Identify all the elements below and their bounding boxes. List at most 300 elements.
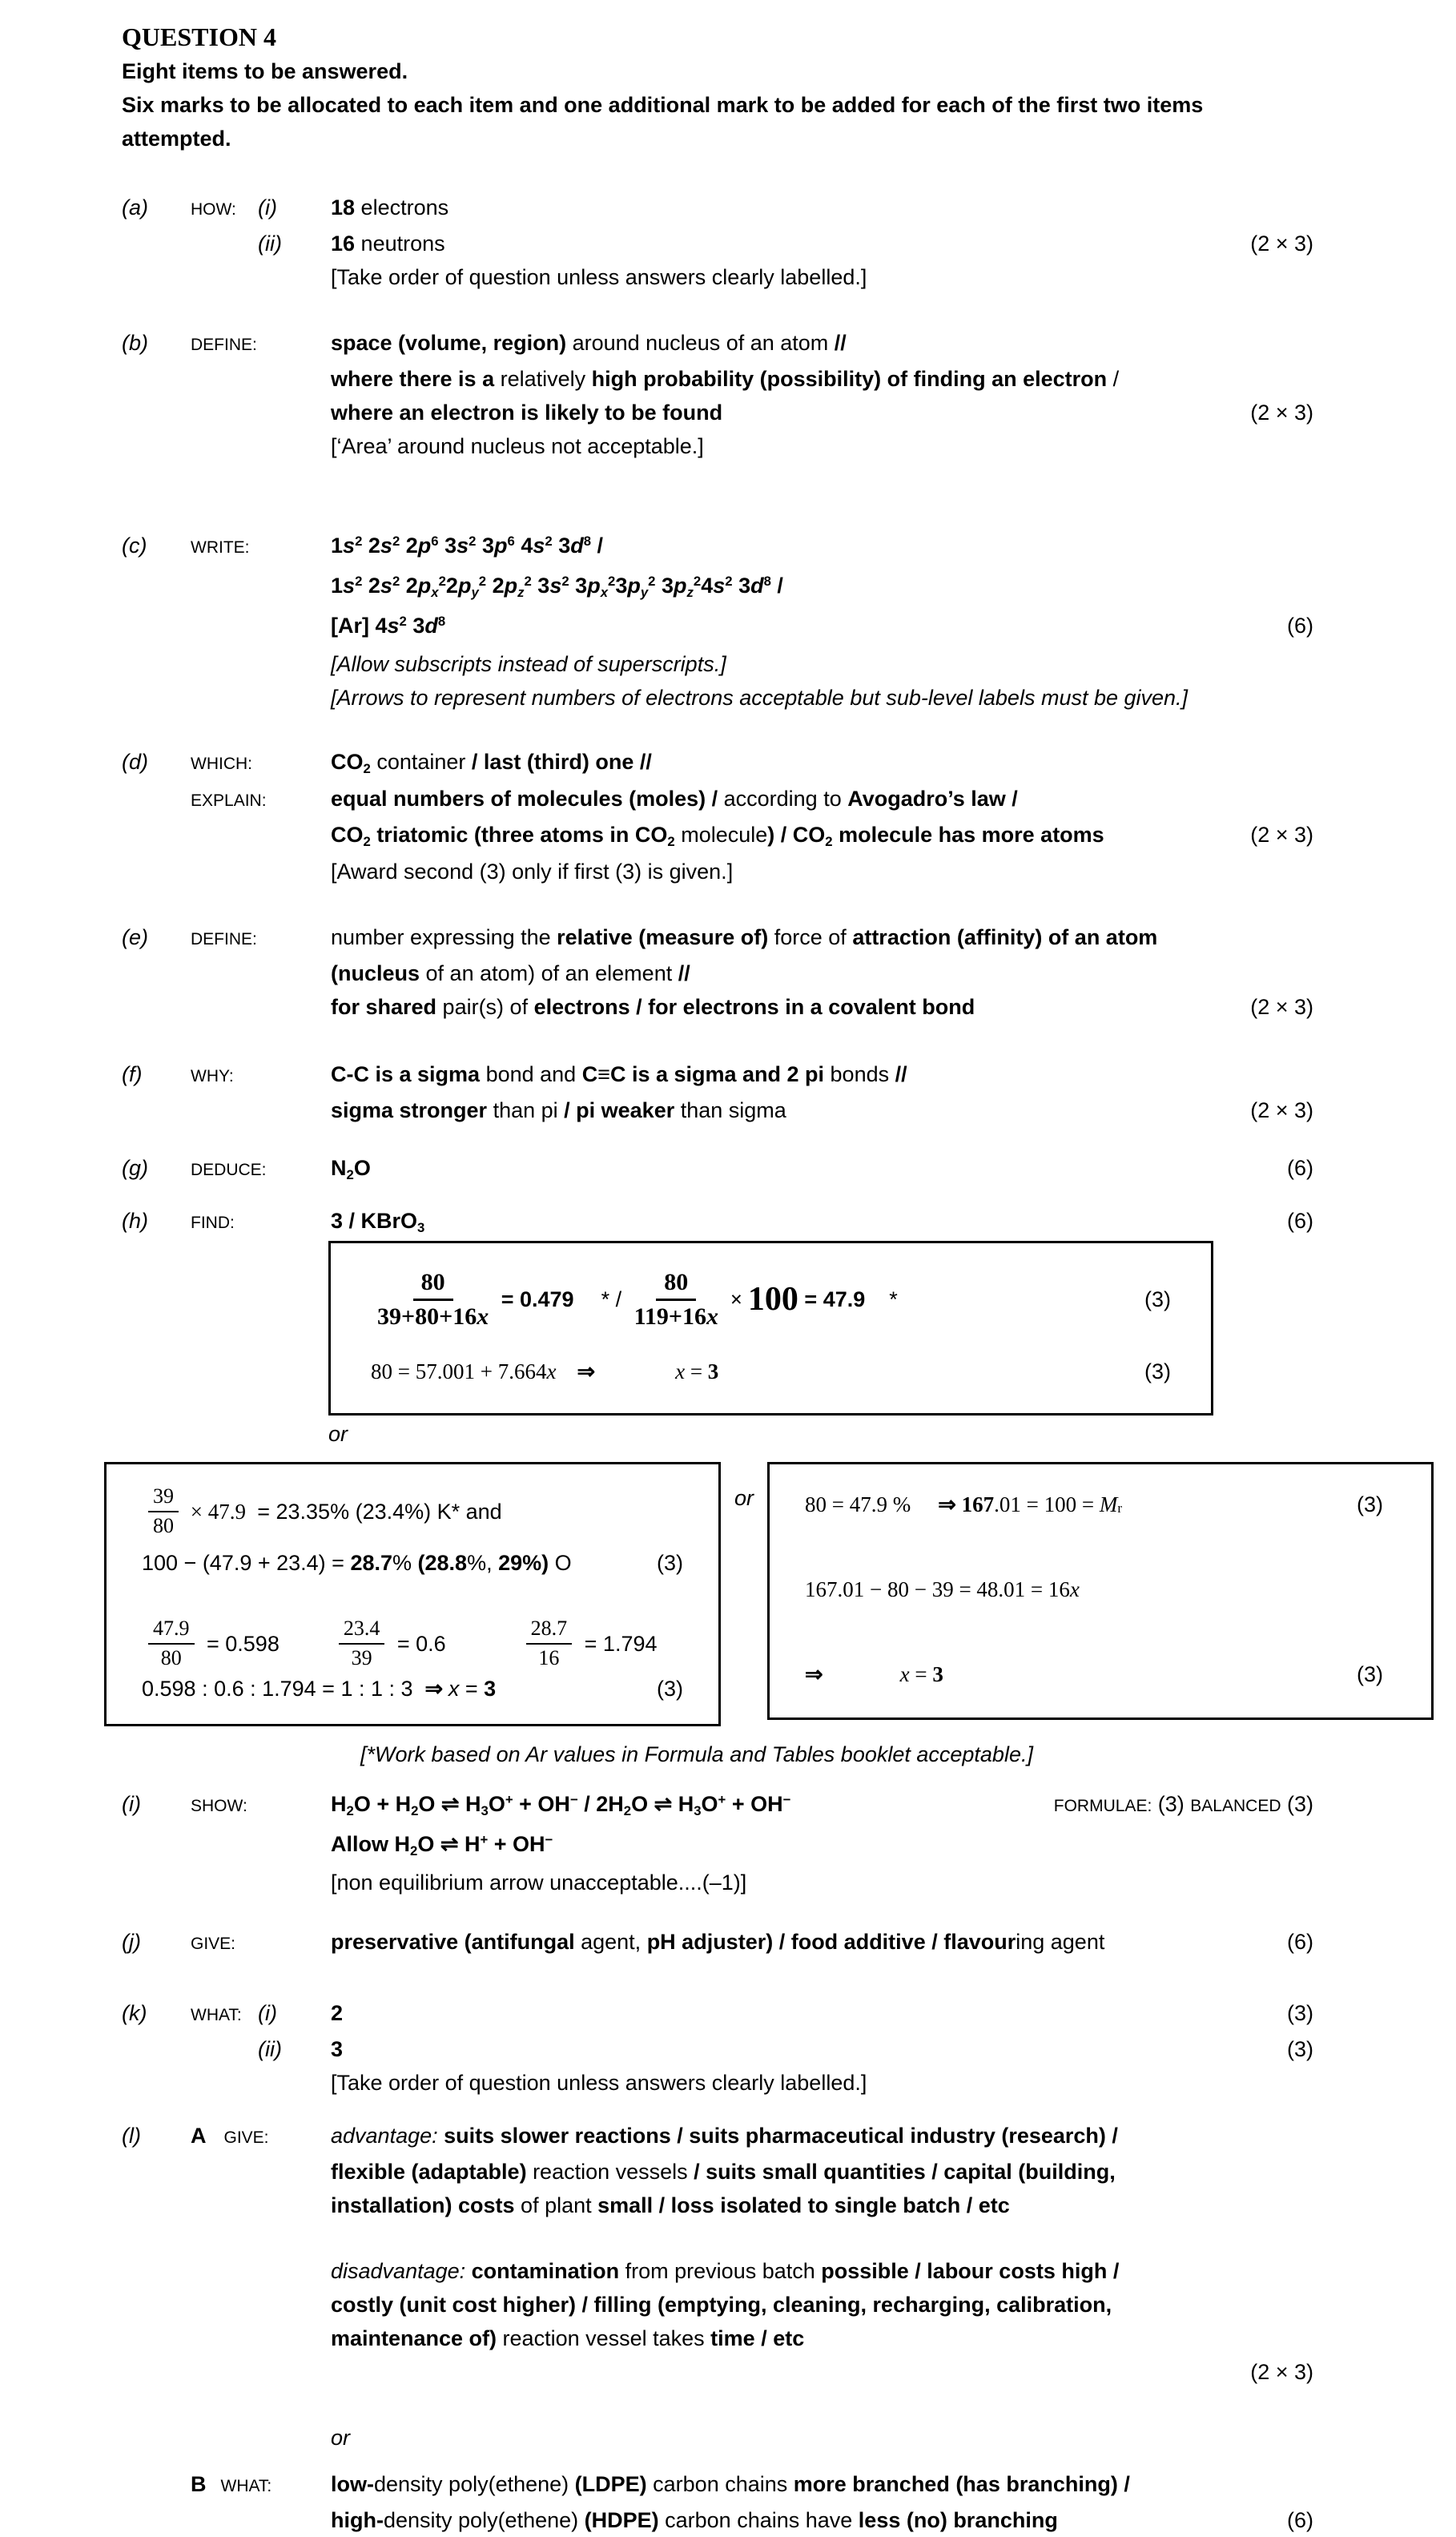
content-line: [331, 607, 1279, 647]
text-run: O: [353, 1156, 371, 1180]
text-run: r: [1117, 1500, 1122, 1516]
text-run: (28.8: [417, 1551, 468, 1575]
text-run: where there is a: [331, 367, 501, 391]
text-run: 2: [355, 573, 363, 589]
text-run: more branched (has branching) /: [793, 2472, 1130, 2496]
text-run: electrons: [533, 995, 637, 1019]
text-run: 28.7: [350, 1551, 393, 1575]
fraction-numerator: [148, 1484, 179, 1512]
text-run: / etc: [761, 2326, 805, 2350]
text-run: (nucleus: [331, 961, 426, 985]
text-run: [Allow subscripts instead of superscripts.]: [331, 652, 726, 676]
text-run: 2: [438, 573, 446, 589]
text-run: 2: [623, 1802, 632, 1818]
content-line: [331, 2322, 1313, 2355]
content-line: [331, 1925, 1279, 1959]
item-label: [191, 2119, 331, 2155]
text-run: 2: [400, 574, 418, 598]
text-run: 2: [608, 573, 616, 589]
text-run: low-: [331, 2472, 374, 2496]
item-letter: (e): [122, 925, 148, 949]
text-run: d: [570, 534, 584, 558]
text-run: ) / CO: [767, 823, 826, 847]
item-row: [0, 362, 1456, 396]
separator-line: [331, 2421, 1456, 2454]
text-run: p: [417, 574, 432, 598]
text-run: 8: [583, 533, 592, 549]
item-numeral: (i): [258, 2001, 277, 2025]
text-run: of plant: [521, 2193, 598, 2217]
text-run: O ⇌ H: [631, 1792, 694, 1816]
text-run: (3): [1152, 1792, 1191, 1816]
text-run: 2: [825, 833, 833, 849]
text-run: p: [457, 574, 472, 598]
text-run: //: [895, 1062, 907, 1086]
content-line: [331, 1996, 1279, 2030]
text-run: 2: [648, 573, 656, 589]
text-run: (LDPE): [574, 2472, 654, 2496]
text-run: 3: [569, 574, 588, 598]
mark: (2 × 3): [1250, 1098, 1313, 1122]
text-run: y: [640, 584, 649, 600]
item-row: [0, 990, 1456, 1024]
text-run: equal numbers of molecules (moles) /: [331, 787, 724, 811]
text-run: 80: [420, 1269, 445, 1295]
mark: (3): [1357, 1492, 1383, 1516]
item-row: [0, 326, 1456, 362]
text-run: EXPLAIN:: [191, 791, 267, 810]
intro-text: [122, 54, 1315, 155]
text-run: 2: [363, 833, 371, 849]
text-run: s: [380, 534, 392, 558]
item-row: [0, 2254, 1456, 2288]
text-run: 16: [331, 232, 356, 256]
text-run: x: [706, 1303, 719, 1330]
mark: (6): [1287, 2508, 1313, 2532]
item-row: [0, 647, 1456, 681]
text-run: 23.4: [343, 1617, 380, 1640]
text-run: 3: [552, 534, 571, 558]
text-run: =: [798, 1287, 823, 1311]
text-run: p: [674, 574, 687, 598]
text-run: neutrons: [355, 232, 445, 256]
fraction-denominator: [538, 1645, 559, 1672]
item-label: [191, 326, 331, 362]
item-letter: (i): [122, 1792, 141, 1816]
fraction-denominator: [153, 1512, 174, 1540]
item-letter: (j): [122, 1930, 141, 1954]
item-row: [0, 396, 1456, 429]
text-run: + OH: [513, 1792, 570, 1816]
item-row: [0, 818, 1456, 855]
text-run: 2: [362, 534, 380, 558]
text-run: FIND:: [191, 1214, 235, 1232]
text-run: 2: [410, 1842, 418, 1858]
text-run: contamination: [471, 2259, 625, 2283]
text-run: p: [494, 534, 508, 558]
box-line: [142, 1484, 683, 1539]
fraction: [148, 1484, 179, 1539]
item-row: [0, 2119, 1456, 2155]
text-run: 2: [346, 1802, 354, 1818]
text-run: disadvantage:: [331, 2259, 472, 2283]
text-run: carbon chains: [653, 2472, 794, 2496]
text-run: WHAT:: [220, 2477, 272, 2495]
text-run: O + H: [353, 1792, 412, 1816]
text-run: DEDUCE:: [191, 1161, 267, 1179]
text-run: / labour costs high /: [915, 2259, 1120, 2283]
fraction-numerator: [148, 1616, 195, 1645]
text-run: BALANCED: [1190, 1797, 1281, 1815]
box-line: [142, 1616, 683, 1671]
text-run: / loss isolated to single batch / etc: [658, 2193, 1010, 2217]
content-line: [331, 2254, 1313, 2288]
text-run: 100 − (47.9 + 23.4) =: [142, 1551, 351, 1575]
marking-scheme-page: [0, 19, 1456, 2537]
box-line: [142, 1673, 683, 1705]
text-run: %: [392, 1551, 418, 1575]
text-run: preservative (antifungal: [331, 1930, 581, 1954]
text-run: time: [710, 2326, 762, 2350]
text-run: O: [488, 1792, 505, 1816]
text-run: O: [549, 1551, 572, 1575]
fraction-denominator: [352, 1645, 372, 1672]
text-run: 3: [531, 574, 550, 598]
fraction: [148, 1616, 195, 1671]
text-run: HOW:: [191, 200, 236, 219]
item-row: [0, 1204, 1456, 1241]
text-run: y: [471, 584, 479, 600]
text-run: (HDPE): [584, 2508, 666, 2532]
content-line: [331, 2155, 1313, 2189]
item-label: [191, 1786, 331, 1825]
content-line: [331, 326, 1313, 360]
text-run: = 1.794: [578, 1631, 658, 1656]
text-run: 2: [725, 573, 733, 589]
text-run: ×: [725, 1287, 748, 1311]
text-run: density poly(ethene): [374, 2472, 575, 2496]
text-run: 2: [346, 1166, 354, 1182]
item-letter: (h): [122, 1209, 148, 1233]
text-run: x: [600, 584, 608, 600]
question-title: QUESTION 4: [122, 22, 276, 51]
text-run: 3: [732, 574, 751, 598]
mark: (2 × 3): [1250, 232, 1313, 256]
mark: (3): [1144, 1287, 1171, 1311]
content-line: [331, 1866, 1313, 1899]
text-run: GIVE:: [223, 2128, 269, 2147]
text-run: molecule has more atoms: [832, 823, 1104, 847]
text-run: possible: [821, 2259, 915, 2283]
text-run: relatively: [500, 367, 592, 391]
text-run: x: [675, 1359, 686, 1383]
mark: (3): [1357, 1662, 1383, 1686]
text-run: pH adjuster) / food additive / flavour: [646, 1930, 1016, 1954]
text-run: small: [597, 2193, 659, 2217]
text-run: N: [331, 1156, 347, 1180]
text-run: H: [331, 1792, 347, 1816]
text-run: 3: [484, 1677, 497, 1701]
work-box-left: [104, 1462, 721, 1726]
content-line: [331, 681, 1313, 715]
content-line: [331, 2066, 1313, 2100]
item-row: [0, 2155, 1456, 2189]
text-run: attraction (affinity) of an atom: [852, 925, 1158, 949]
item-row: [0, 2032, 1456, 2066]
text-run: 3: [438, 534, 457, 558]
text-run: flexible (adaptable): [331, 2160, 533, 2184]
content-line: [331, 818, 1242, 855]
text-run: *: [889, 1287, 898, 1311]
text-run: 119+16: [633, 1303, 707, 1330]
text-run: agent,: [581, 1930, 647, 1954]
text-run: 2: [400, 534, 418, 558]
content-line: [331, 2119, 1313, 2152]
text-run: 100: [747, 1281, 798, 1318]
item-row: [0, 429, 1456, 463]
text-run: 39: [351, 1645, 372, 1669]
item-row: [0, 2288, 1456, 2322]
text-run: from previous batch: [625, 2259, 822, 2283]
text-run: electrons: [355, 195, 449, 219]
text-run: carbon chains have: [665, 2508, 859, 2532]
content-line: [331, 782, 1313, 815]
text-run: = 23.35% (23.4%) K* and: [251, 1499, 502, 1524]
fraction: [377, 1267, 489, 1331]
text-run: bonds: [830, 1062, 895, 1086]
text-run: 3 / KBrO: [331, 1209, 418, 1233]
text-run: 2: [392, 573, 400, 589]
text-run: / suits small quantities / capital (building,: [694, 2160, 1116, 2184]
text-run: 2: [524, 573, 532, 589]
text-run: /: [591, 534, 604, 558]
text-run: CO: [331, 823, 364, 847]
text-run: d: [750, 574, 764, 598]
content-line: [331, 227, 1242, 260]
text-run: DEFINE:: [191, 336, 257, 354]
fraction-numerator: [339, 1616, 385, 1645]
mark: (3): [657, 1551, 683, 1575]
item-row: [0, 2322, 1456, 2355]
text-run: bond and: [485, 1062, 582, 1086]
item-letter: (l): [122, 2124, 141, 2148]
item-row: [0, 1996, 1456, 2032]
text-run: 47.9: [823, 1287, 866, 1311]
text-run: GIVE:: [191, 1935, 236, 1953]
text-run: ing agent: [1016, 1930, 1105, 1954]
text-run: 2: [392, 533, 400, 549]
content-line: [331, 2032, 1279, 2066]
mark: (2 × 3): [1250, 2360, 1313, 2384]
text-run: = 0.6: [391, 1631, 446, 1656]
text-run: p: [504, 574, 518, 598]
item-label: [191, 2467, 331, 2503]
content-line: [331, 1826, 1313, 1866]
text-run: 4: [514, 534, 533, 558]
text-run: 3: [615, 574, 628, 598]
text-run: high-: [331, 2508, 384, 2532]
text-run: / for electrons in a covalent bond: [636, 995, 975, 1019]
content-line: [331, 362, 1313, 396]
item-letter: (a): [122, 195, 148, 219]
text-run: high probability (possibility) of finding an electron: [591, 367, 1108, 391]
text-run: −: [569, 1791, 578, 1807]
mark: [1054, 1786, 1313, 1825]
text-run: C≡C is a sigma and 2 pi: [581, 1062, 831, 1086]
text-run: 80: [664, 1269, 689, 1295]
text-run: costly (unit cost higher) / filling (emptying, cleaning, recharging, calibration,: [331, 2293, 1112, 2317]
text-run: suits slower reactions / suits pharmaceutical industry (research) /: [444, 2124, 1118, 2148]
content-line: [331, 2288, 1313, 2322]
text-run: 8: [763, 573, 771, 589]
text-run: p: [627, 574, 641, 598]
text-run: s: [343, 534, 356, 558]
item-row: [0, 1925, 1456, 1961]
text-run: 8: [437, 613, 446, 629]
text-run: 80 = 57.001 + 7.664: [371, 1359, 547, 1383]
content-line: [331, 1786, 1046, 1826]
item-row: [0, 260, 1456, 294]
item-row: [0, 2189, 1456, 2222]
text-run: %): [522, 1551, 549, 1575]
text-run: s: [533, 534, 545, 558]
text-run: 2: [561, 573, 569, 589]
intro-line: Six marks to be allocated to each item and one additional mark to be added for each of the first two items attempted.: [122, 93, 1204, 151]
fraction-denominator: [161, 1645, 182, 1672]
separator-line: [360, 1738, 1456, 1771]
box-line: [805, 1573, 1383, 1605]
item-row: [0, 1786, 1456, 1826]
item-row: [0, 1151, 1456, 1188]
text-run: + OH: [726, 1792, 783, 1816]
item-row: [0, 2503, 1456, 2537]
item-numeral: (ii): [258, 232, 282, 256]
text-run: 47.9: [153, 1617, 190, 1640]
text-run: SHOW:: [191, 1797, 247, 1815]
item-label: [191, 1151, 331, 1187]
item-row: [0, 1057, 1456, 1093]
text-run: =: [685, 1359, 708, 1383]
text-run: / last (third) one //: [471, 750, 652, 774]
fraction-numerator: [413, 1267, 453, 1301]
text-run: +: [480, 1831, 489, 1847]
text-run: 1: [331, 574, 344, 598]
mark: (6): [1287, 1209, 1313, 1233]
text-run: 2: [399, 613, 407, 629]
item-row: [0, 2066, 1456, 2100]
text-run: 3: [417, 1219, 425, 1235]
item-row: [0, 2467, 1456, 2503]
text-run: 2: [486, 574, 505, 598]
fraction: [526, 1616, 573, 1671]
item-label: [191, 782, 331, 818]
text-run: 2: [478, 573, 487, 589]
mark: (3): [1287, 2001, 1313, 2025]
item-row: [0, 607, 1456, 647]
text-run: C-C is a sigma: [331, 1062, 486, 1086]
text-run: s: [713, 574, 726, 598]
text-run: s: [549, 574, 562, 598]
mark: (3): [1144, 1359, 1171, 1383]
content-line: [331, 956, 1313, 990]
text-run: or: [734, 1486, 754, 1510]
item-row: [0, 782, 1456, 818]
mark: (6): [1287, 614, 1313, 638]
box-line: [805, 1658, 1383, 1690]
text-run: z: [517, 584, 525, 600]
text-run: //: [678, 961, 690, 985]
item-row: [0, 227, 1456, 260]
text-run: O: [701, 1792, 718, 1816]
text-run: or: [331, 2426, 351, 2450]
text-run: than sigma: [680, 1098, 786, 1122]
text-run: less (no) branching: [858, 2508, 1058, 2532]
text-run: WRITE:: [191, 538, 250, 557]
text-run: .01 = 100 =: [994, 1492, 1100, 1516]
text-run: container: [370, 750, 472, 774]
text-run: 29: [498, 1551, 523, 1575]
item-label: [191, 527, 331, 566]
text-run: s: [387, 614, 400, 638]
content-line: [331, 920, 1313, 954]
text-run: x: [899, 1662, 910, 1686]
text-run: molecule: [674, 823, 768, 847]
content-line: [331, 647, 1313, 681]
item-row: [0, 567, 1456, 607]
text-run: 80 = 47.9 %: [805, 1492, 911, 1516]
text-run: + OH: [488, 1832, 545, 1856]
box-line: [805, 1488, 1383, 1520]
text-run: of an atom) of an element: [425, 961, 678, 985]
or-separator: [721, 1481, 767, 1515]
text-run: 6: [431, 533, 439, 549]
text-run: advantage:: [331, 2124, 444, 2148]
text-run: WHAT:: [191, 2006, 242, 2024]
text-run: 167: [961, 1492, 995, 1516]
content-line: [331, 2189, 1313, 2222]
items-container: [0, 191, 1456, 2537]
item-row: [0, 191, 1456, 227]
content-line: [331, 567, 1313, 607]
text-run: 2: [411, 1802, 419, 1818]
item-row: [0, 1826, 1456, 1866]
item-label: [191, 1996, 331, 2032]
text-run: O ⇌ H: [417, 1832, 481, 1856]
text-run: [Ar] 4: [331, 614, 388, 638]
text-run: s: [457, 534, 469, 558]
item-row: [0, 745, 1456, 782]
work-box-right: [767, 1462, 1434, 1720]
text-run: ⇒: [805, 1662, 823, 1686]
text-run: = 0.598: [200, 1631, 280, 1656]
text-run: =: [459, 1677, 485, 1701]
intro-line: Eight items to be answered.: [122, 59, 408, 83]
text-run: relative (measure of): [557, 925, 774, 949]
text-run: +: [718, 1791, 726, 1807]
text-run: 3: [655, 574, 674, 598]
item-letter: (c): [122, 534, 147, 558]
text-run: 39: [153, 1484, 174, 1508]
item-letter: (g): [122, 1156, 148, 1180]
item-label: [191, 745, 331, 781]
content-line: [331, 1151, 1279, 1188]
item-letter: (d): [122, 750, 148, 774]
text-run: +: [505, 1791, 513, 1807]
item-numeral: (ii): [258, 2037, 282, 2061]
text-run: 2: [363, 760, 371, 776]
fraction-denominator: [634, 1301, 718, 1332]
text-run: force of: [774, 925, 853, 949]
